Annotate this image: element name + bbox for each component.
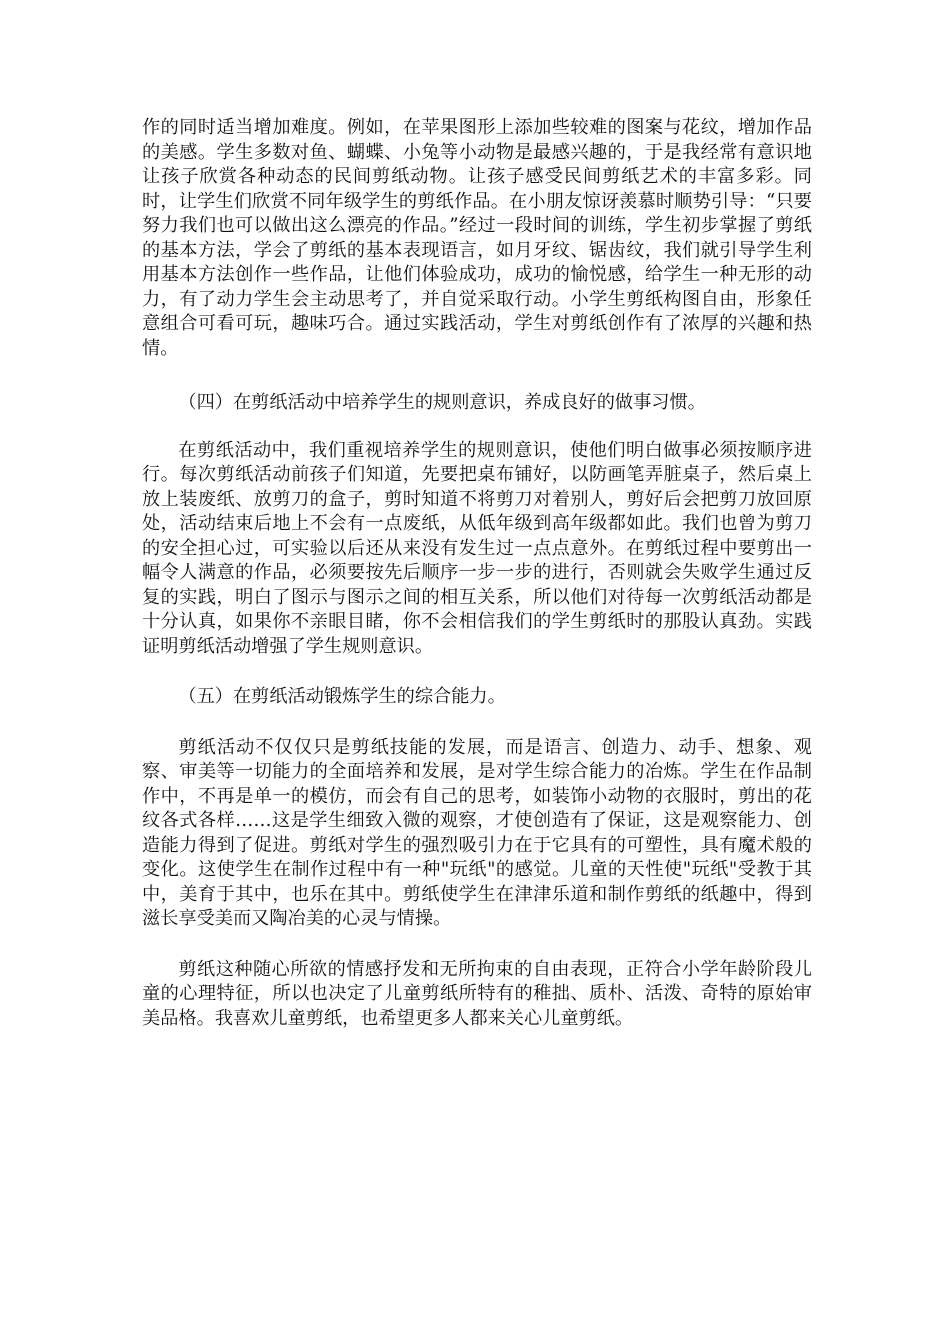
spacer [142,659,812,685]
spacer [142,932,812,958]
paragraph-conclusion: 剪纸这种随心所欲的情感抒发和无所拘束的自由表现，正符合小学年龄阶段儿童的心理特征，所以也决定了儿童剪纸所特有的稚拙、质朴、活泼、奇特的原始审美品格。我喜欢儿童剪纸，也希望更多人都来关心儿童剪纸。 [142,958,812,1029]
spacer [142,361,812,391]
document-body [142,116,812,1031]
section-heading-4: （四）在剪纸活动中培养学生的规则意识，养成良好的做事习惯。 [178,392,706,413]
paragraph-rules-awareness: 在剪纸活动中，我们重视培养学生的规则意识，使他们明白做事必须按顺序进行。每次剪纸活动前孩子们知道，先要把桌布铺好，以防画笔弄脏桌子，然后桌上放上装废纸、放剪刀的盒子，剪时知道不将剪刀对着别人，剪好后会把剪刀放回原处，活动结束后地上不会有一点废纸，从低年级到高年级都如此。我们也曾为剪刀的安全担心过，可实验以后还从来没有发生过一点点意外。在剪纸过程中要剪出一幅令人满意的作品，必须要按先后顺序一步一步的进行，否则就会失败学生通过反复的实践，明白了图示与图示之间的相互关系，所以他们对待每一次剪纸活动都是十分认真，如果你不亲眼目睹，你不会相信我们的学生剪纸时的那股认真劲。实践证明剪纸活动增强了学生规则意识。 [142,439,812,657]
paragraph-continuation: 作的同时适当增加难度。例如，在苹果图形上添加些较难的图案与花纹，增加作品的美感。学生多数对鱼、蝴蝶、小兔等小动物是最感兴趣的，于是我经常有意识地让孩子欣赏各种动态的民间剪纸动物。让孩子感受民间剪纸艺术的丰富多彩。同时，让学生们欣赏不同年级学生的剪纸作品。在小朋友惊讶羡慕时顺势引导：“只要努力我们也可以做出这么漂亮的作品。”经过一段时间的训练，学生初步掌握了剪纸的基本方法，学会了剪纸的基本表现语言，如月牙纹、锯齿纹，我们就引导学生利用基本方法创作一些作品，让他们体验成功，成功的愉悦感，给学生一种无形的动力，有了动力学生会主动思考了，并自觉采取行动。小学生剪纸构图自由，形象任意组合可看可玩，趣味巧合。通过实践活动，学生对剪纸创作有了浓厚的兴趣和热情。 [142,117,812,359]
spacer [142,416,812,439]
spacer [142,710,812,736]
paragraph-comprehensive-ability: 剪纸活动不仅仅只是剪纸技能的发展，而是语言、创造力、动手、想象、观察、审美等一切能力的全面培养和发展，是对学生综合能力的冶炼。学生在作品制作中，不再是单一的模仿，而会有自己的思考，如装饰小动物的衣服时，剪出的花纹各式各样……这是学生细致入微的观察，才使创造有了保证，这是观察能力、创造能力得到了促进。剪纸对学生的强烈吸引力在于它具有的可塑性，具有魔术般的变化。这使学生在制作过程中有一种"玩纸"的感觉。儿童的天性使"玩纸"受教于其中，美育于其中，也乐在其中。剪纸使学生在津津乐道和制作剪纸的纸趣中，得到滋长享受美而又陶冶美的心灵与情操。 [142,736,812,929]
section-heading-5: （五）在剪纸活动锻炼学生的综合能力。 [178,686,506,707]
